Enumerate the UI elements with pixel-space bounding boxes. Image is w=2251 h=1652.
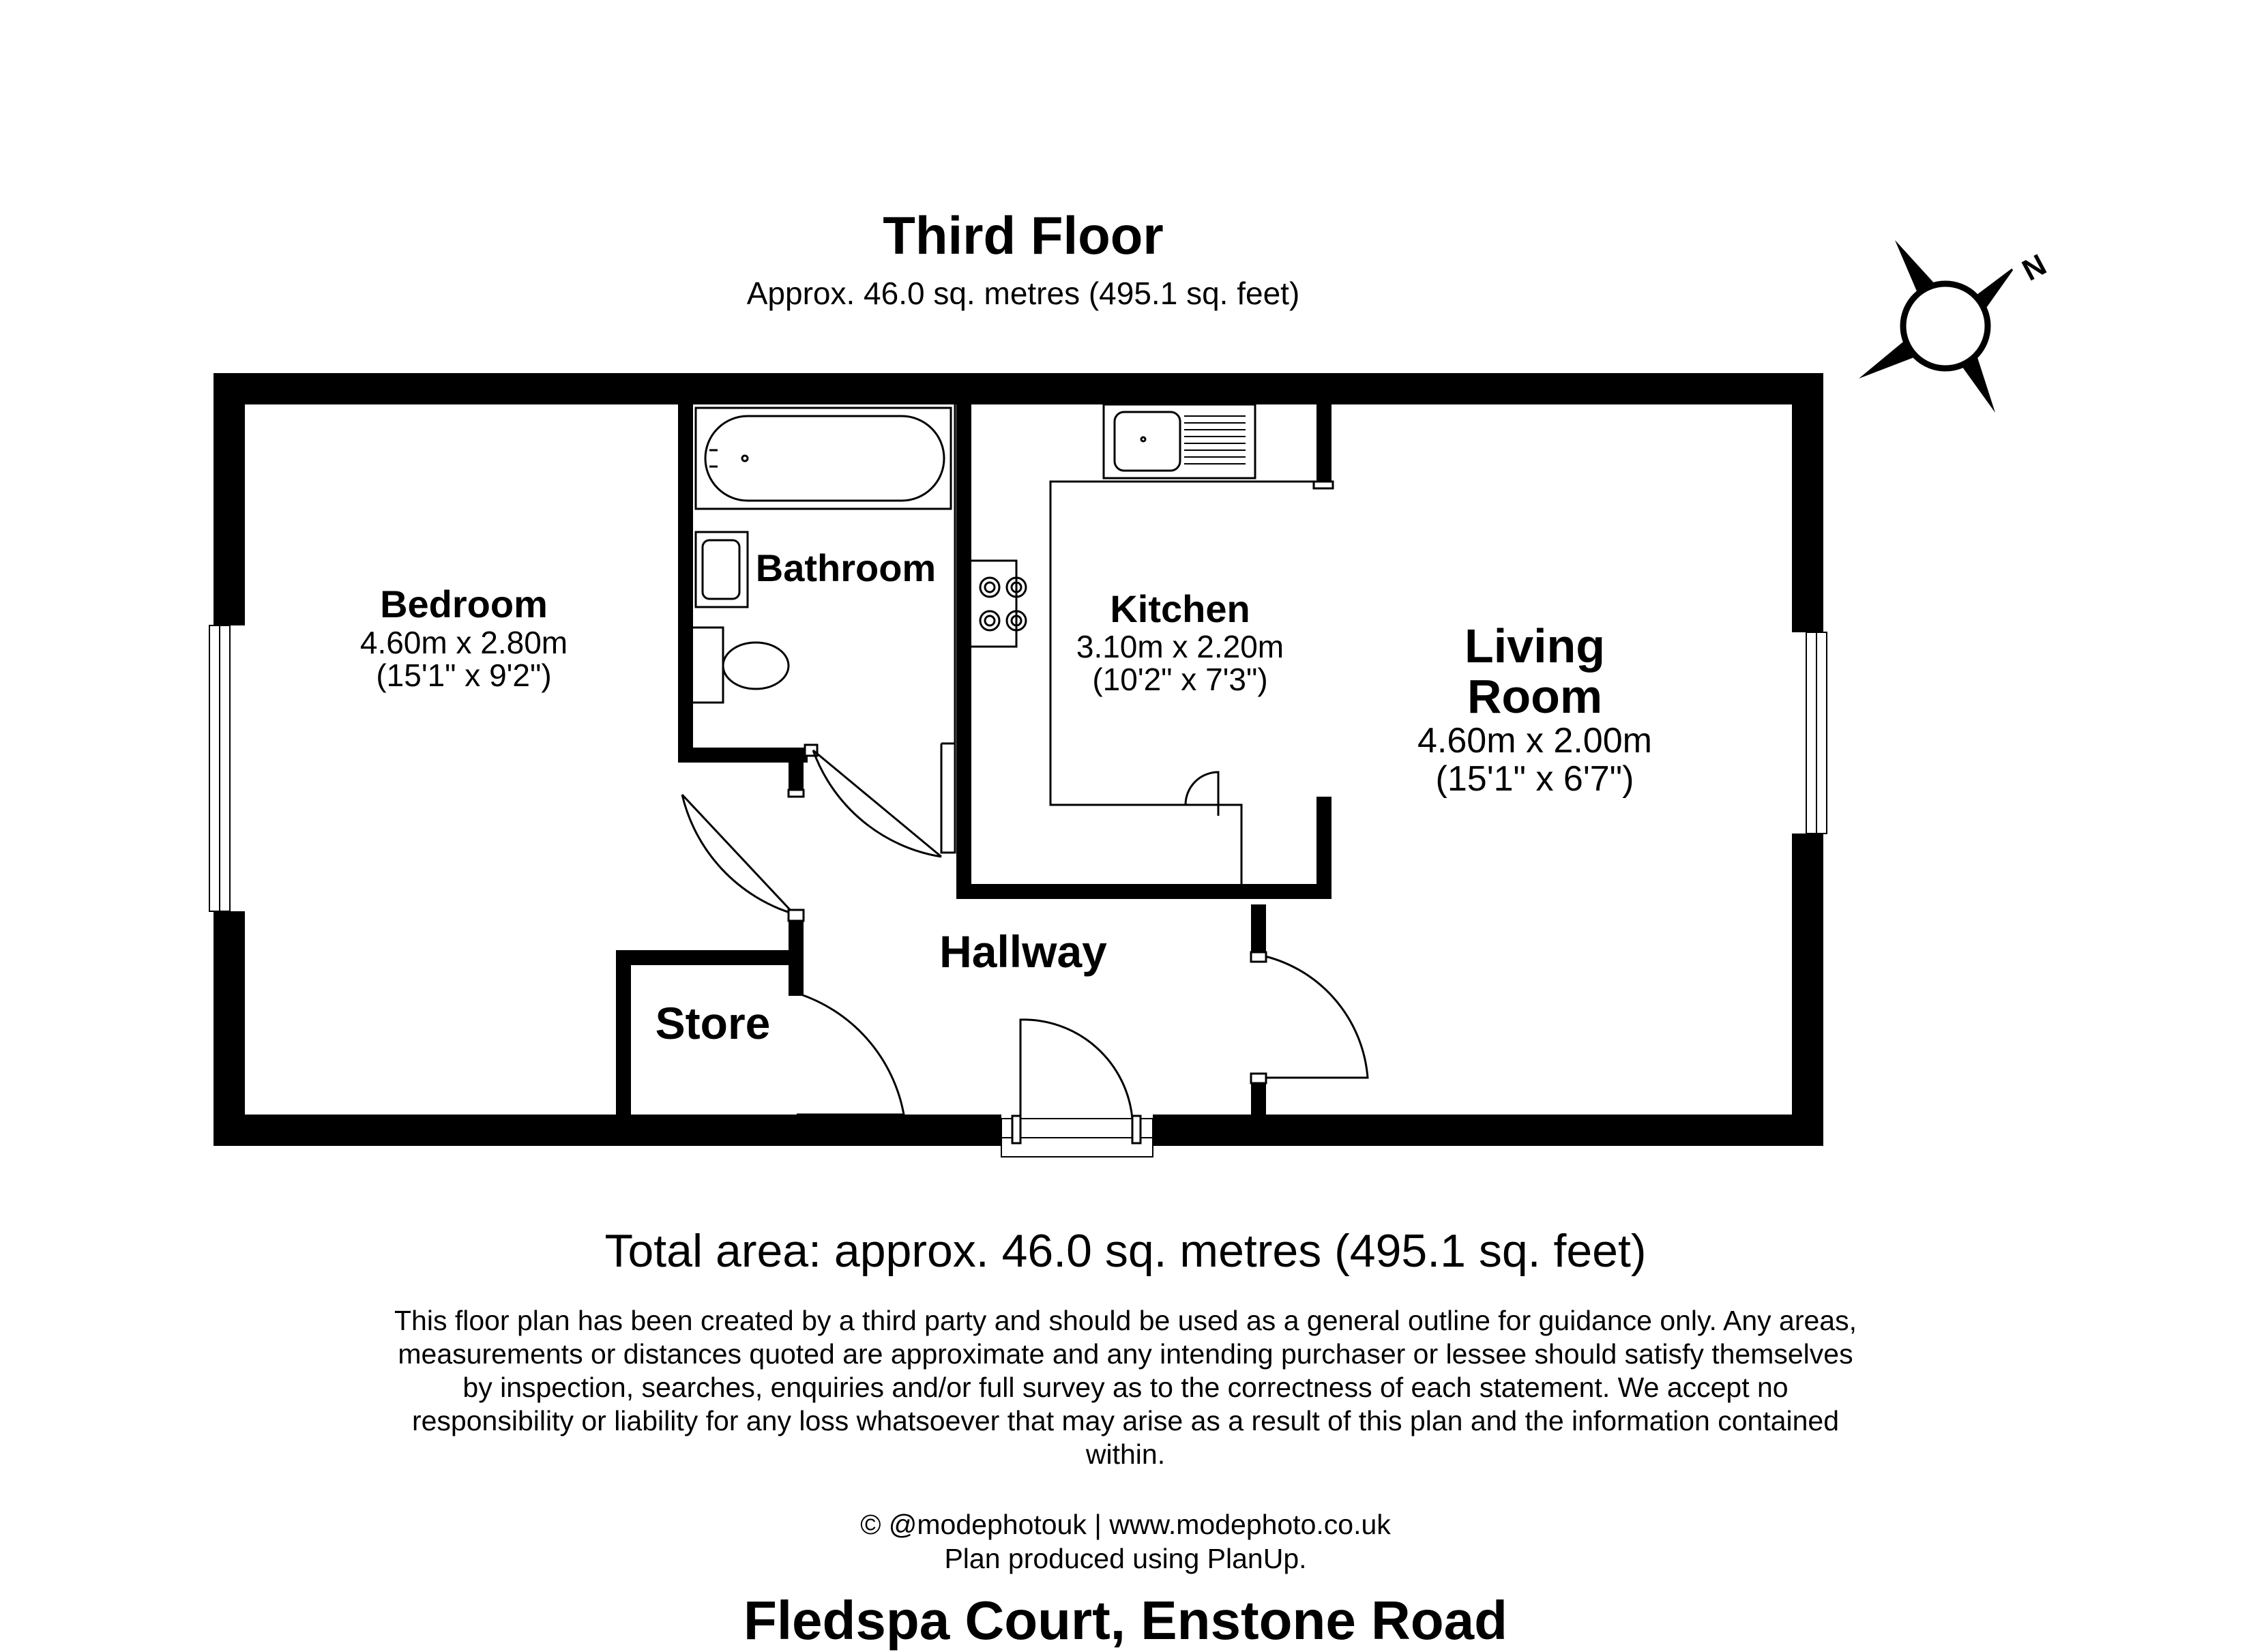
door-swing-bathroom — [813, 750, 941, 857]
hallway-name: Hallway — [939, 926, 1107, 977]
wall-bath-left — [678, 404, 693, 763]
outer-wall-left-lower — [214, 911, 245, 1146]
store-name: Store — [655, 998, 771, 1048]
compass-label: N — [2016, 248, 2052, 288]
living-name-line2: Room — [1467, 670, 1603, 723]
disclaimer: This floor plan has been created by a third party and should be used as a general outline for guidance only. Any areas, measurements or distances quoted are approximate and any intending purchaser or lessee should satisfy themselves by inspection, searches, enquiries and/or full survey as to the correctness of each statement. We accept no responsibility or liability for any loss whatsoever that may arise as a result of this plan and the information contained within. — [394, 1305, 1857, 1470]
wall-bath-bottom — [678, 748, 808, 763]
wall-living-stub-top — [1251, 904, 1266, 955]
bathroom-partition — [941, 404, 955, 853]
bathtub-frame — [696, 408, 951, 509]
compass — [1859, 240, 2052, 413]
total-area: Total area: approx. 46.0 sq. metres (495.1 sq. feet) — [604, 1225, 1647, 1277]
wall-kitchen-right-lower — [1316, 797, 1332, 899]
wall-living-stub-bottom — [1251, 1082, 1266, 1116]
credit-line1: © @modephotouk | www.modephoto.co.uk — [860, 1509, 1391, 1540]
wall-bath-stub — [789, 748, 804, 790]
living-imperial: (15'1" x 6'7") — [1435, 759, 1634, 799]
wall-store-top — [616, 950, 800, 965]
living-name-line1: Living — [1464, 619, 1606, 673]
outer-wall-bottom-left — [214, 1115, 1001, 1146]
outer-wall-right-upper — [1792, 373, 1823, 632]
property-address: Fledspa Court, Enstone Road — [743, 1590, 1508, 1651]
kitchen-metric: 3.10m x 2.20m — [1076, 629, 1284, 664]
drainer — [1184, 416, 1246, 464]
wall-kitchen-right-upper — [1316, 404, 1332, 486]
wc-box — [693, 628, 723, 703]
compass-ring — [1903, 284, 1988, 368]
door-swing-entrance — [1020, 1020, 1132, 1119]
door-swing-store — [797, 993, 904, 1115]
living-metric: 4.60m x 2.00m — [1417, 721, 1652, 761]
wall-kitchen-left — [956, 404, 971, 899]
door-swing-kitchen — [1186, 772, 1218, 816]
bedroom-imperial: (15'1" x 9'2") — [376, 658, 552, 693]
outer-wall-left-upper — [214, 373, 245, 625]
outer-wall-right-lower — [1792, 834, 1823, 1146]
bedroom-metric: 4.60m x 2.80m — [359, 625, 568, 660]
hob — [980, 578, 1026, 630]
credit-line2: Plan produced using PlanUp. — [944, 1543, 1307, 1574]
bathroom-name: Bathroom — [755, 546, 937, 589]
bedroom-name: Bedroom — [380, 582, 548, 625]
door-swing-bedroom — [682, 795, 794, 914]
wall-store-right — [789, 921, 804, 996]
credit — [614, 1507, 1637, 1576]
floor-title: Third Floor — [883, 205, 1164, 265]
floor-area: Approx. 46.0 sq. metres (495.1 sq. feet) — [746, 276, 1300, 311]
outer-wall-bottom-right — [1153, 1115, 1823, 1146]
kitchen-name: Kitchen — [1110, 587, 1250, 630]
toilet — [723, 643, 789, 689]
door-swing-living — [1259, 955, 1368, 1078]
wall-kitchen-bottom — [956, 884, 1332, 899]
outer-wall-top — [214, 373, 1823, 404]
kitchen-imperial: (10'2" x 7'3") — [1092, 662, 1268, 697]
